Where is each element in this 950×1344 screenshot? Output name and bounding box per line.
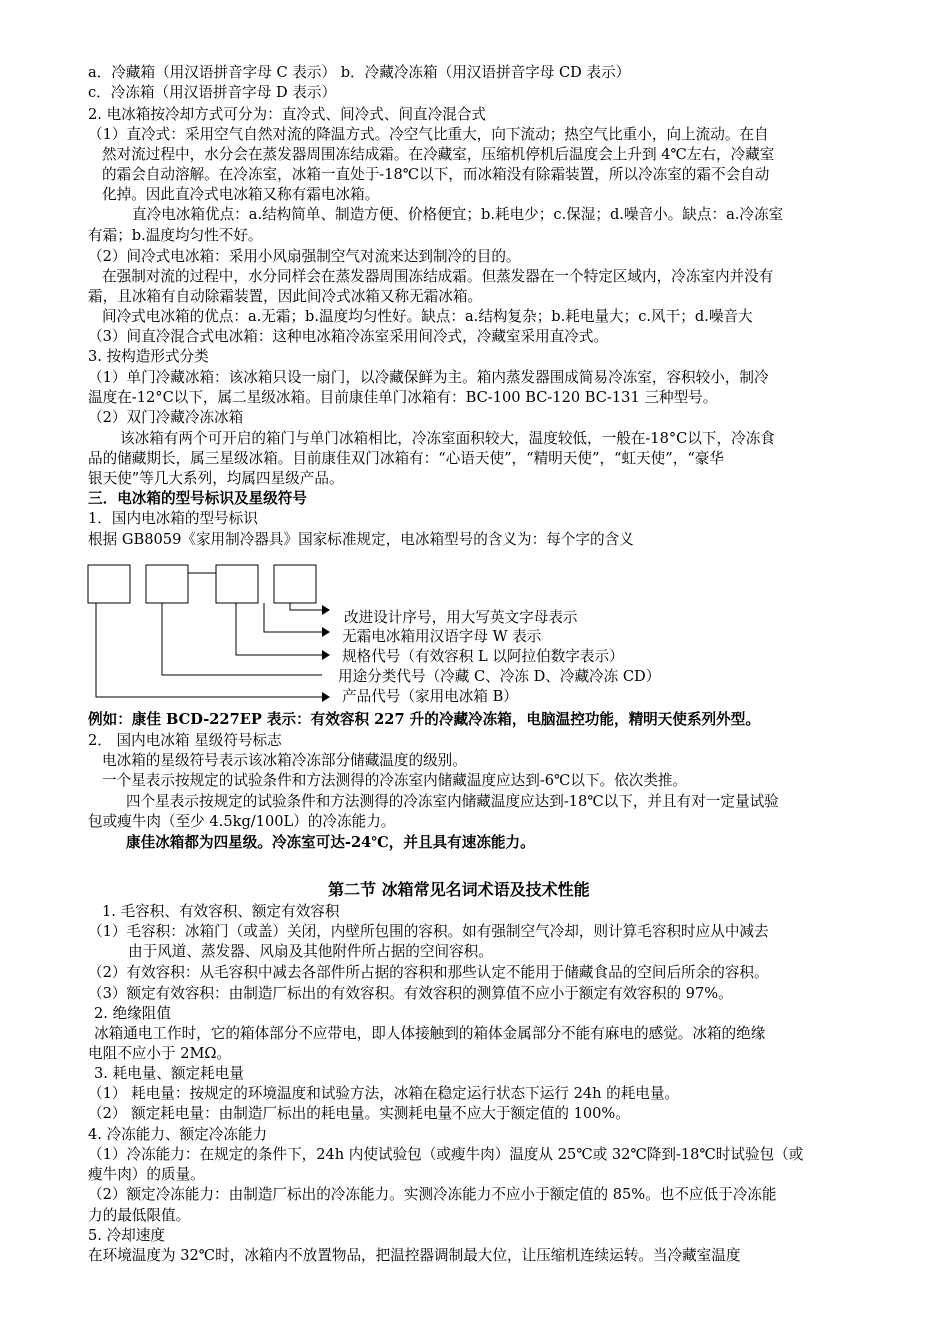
text-line: 有霜；b.温度均匀性不好。 [88,227,263,244]
text-line: 一个星表示按规定的试验条件和方法测得的冷冻室内储藏温度应达到-6℃以下。依次类推。 [102,772,688,789]
diagram-label: 改进设计序号，用大写英文字母表示 [344,609,578,626]
text-line: （2） 额定耗电量：由制造厂标出的耗电量。实测耗电量不应大于额定值的 100%。 [88,1105,630,1122]
text-line: 间冷式电冰箱的优点：a.无霜；b.温度均匀性好。缺点：a.结构复杂；b.耗电量大；c.风干；d.噪音大 [102,308,753,325]
text-line: 2. 绝缘阻值 [94,1005,171,1022]
text-line: （2）额定冷冻能力：由制造厂标出的冷冻能力。实测冷冻能力不应小于额定值的 85%。也不应低于冷冻能 [88,1186,777,1203]
emphasis-line: 康佳冰箱都为四星级。冷冻室可达-24℃，并且具有速冻能力。 [126,834,535,851]
text-line: 5. 冷却速度 [88,1227,165,1244]
code-box [274,565,316,603]
text-line: 由于风道、蒸发器、风扇及其他附件所占据的空间容积。 [128,943,493,960]
text-line: （1）直冷式：采用空气自然对流的降温方式。冷空气比重大，向下流动；热空气比重小，向上流动。在自 [88,126,769,143]
text-line: 在强制对流的过程中，水分同样会在蒸发器周围冻结成霜。但蒸发器在一个特定区域内，冷冻室内并没有 [102,268,774,285]
text-line: 1. 毛容积、有效容积、额定有效容积 [102,903,340,920]
section-heading: 三．电冰箱的型号标识及星级符号 [88,490,307,507]
text-line: 化掉。因此直冷式电冰箱又称有霜电冰箱。 [102,186,380,203]
text-line: 四个星表示按规定的试验条件和方法测得的冷冻室内储藏温度应达到-18℃以下，并且有对一定量试验 [126,793,779,810]
text-line: （3）额定有效容积：由制造厂标出的有效容积。有效容积的测算值不应小于额定有效容积的 97%。 [88,985,733,1002]
text-line: 霜，且冰箱有自动除霜装置，因此间冷式冰箱又称无霜冰箱。 [88,288,483,305]
text-line: a．冷藏箱（用汉语拼音字母 C 表示） b．冷藏冷冻箱（用汉语拼音字母 CD 表示） [88,64,631,81]
text-line: 包或瘦牛肉（至少 4.5kg/100L）的冷冻能力。 [88,813,396,830]
text-line: 4. 冷冻能力、额定冷冻能力 [88,1126,268,1143]
text-line: （2）间冷式电冰箱：采用小风扇强制空气对流来达到制冷的目的。 [88,248,521,265]
code-box [88,565,130,603]
text-line: 2. 电冰箱按冷却方式可分为：直冷式、间冷式、间直冷混合式 [88,106,487,123]
text-line: 瘦牛肉）的质量。 [88,1166,205,1183]
diagram-label: 产品代号（家用电冰箱 B） [342,688,518,705]
text-line: （2）双门冷藏冷冻冰箱 [88,409,244,426]
text-line: 该冰箱有两个可开启的箱门与单门冰箱相比，冷冻室面积较大，温度较低，一般在-18°C以下，冷冻食 [120,430,775,447]
text-line: 在环境温度为 32℃时，冰箱内不放置物品，把温控器调制最大位，让压缩机连续运转。当冷藏室温度 [88,1247,741,1264]
text-line: c．冷冻箱（用汉语拼音字母 D 表示） [88,84,337,101]
text-line: （1）毛容积：冰箱门（或盖）关闭，内壁所包围的容积。如有强制空气冷却，则计算毛容积时应从中减去 [88,923,769,940]
code-box [146,565,188,603]
text-line: 电冰箱的星级符号表示该冰箱冷冻部分储藏温度的级别。 [102,752,467,769]
diagram-label: 规格代号（有效容积 L 以阿拉伯数字表示） [342,648,624,665]
text-line: （2）有效容积：从毛容积中减去各部件所占据的容积和那些认定不能用于储藏食品的空间后所余的容积。 [88,964,769,981]
text-line: 力的最低限值。 [88,1207,191,1224]
text-line: 3. 按构造形式分类 [88,348,209,365]
text-line: 根据 GB8059《家用制冷器具》国家标准规定，电冰箱型号的含义为：每个字的含义 [88,531,634,548]
code-box [216,565,258,603]
text-line: 品的储藏期长，属三星级冰箱。目前康佳双门冰箱有：“心语天使”，“精明天使”，“虹天使”，“豪华 [88,450,724,467]
example-line: 例如：康佳 BCD-227EP 表示：有效容积 227 升的冷藏冷冻箱，电脑温控功能，精明天使系列外型。 [88,711,760,728]
text-line: （1）单门冷藏冰箱：该冰箱只设一扇门，以冷藏保鲜为主。箱内蒸发器围成简易冷冻室，容积较小，制冷 [88,369,769,386]
text-line: 电阻不应小于 2MΩ。 [88,1045,232,1062]
section-title: 第二节 冰箱常见名词术语及技术性能 [328,880,590,899]
text-line: （1） 耗电量：按规定的环境温度和试验方法，冰箱在稳定运行状态下运行 24h 的耗电量。 [88,1085,680,1102]
text-line: 银天使”等几大系列，均属四星级产品。 [88,470,344,487]
text-line: （1）冷冻能力：在规定的条件下，24h 内使试验包（或瘦牛肉）温度从 25℃或 32℃降到-18℃时试验包（或 [88,1146,804,1163]
text-line: 冰箱通电工作时，它的箱体部分不应带电，即人体接触到的箱体金属部分不能有麻电的感觉。冰箱的绝缘 [94,1025,766,1042]
text-line: 然对流过程中，水分会在蒸发器周围冻结成霜。在冷藏室，压缩机停机后温度会上升到 4℃左右，冷藏室 [102,146,775,163]
text-line: 1．国内电冰箱的型号标识 [88,510,258,527]
text-line: 2． 国内电冰箱 星级符号标志 [88,732,282,749]
text-line: 的霜会自动溶解。在冷冻室，冰箱一直处于-18℃以下，而冰箱没有除霜装置，所以冷冻室的霜不会自动 [102,166,770,183]
diagram-label: 用途分类代号（冷藏 C、冷冻 D、冷藏冷冻 CD） [338,668,661,685]
text-line: 直冷电冰箱优点：a.结构简单、制造方便、价格便宜；b.耗电少；c.保湿；d.噪音小。缺点：a.冷冻室 [132,206,784,223]
diagram-label: 无霜电冰箱用汉语字母 W 表示 [342,628,542,645]
text-line: （3）间直冷混合式电冰箱：这种电冰箱冷冻室采用间冷式，冷藏室采用直冷式。 [88,328,609,345]
text-line: 3. 耗电量、额定耗电量 [94,1065,244,1082]
text-line: 温度在-12°C以下，属二星级冰箱。目前康佳单门冰箱有：BC-100 BC-120 BC-131 三种型号。 [88,389,718,406]
